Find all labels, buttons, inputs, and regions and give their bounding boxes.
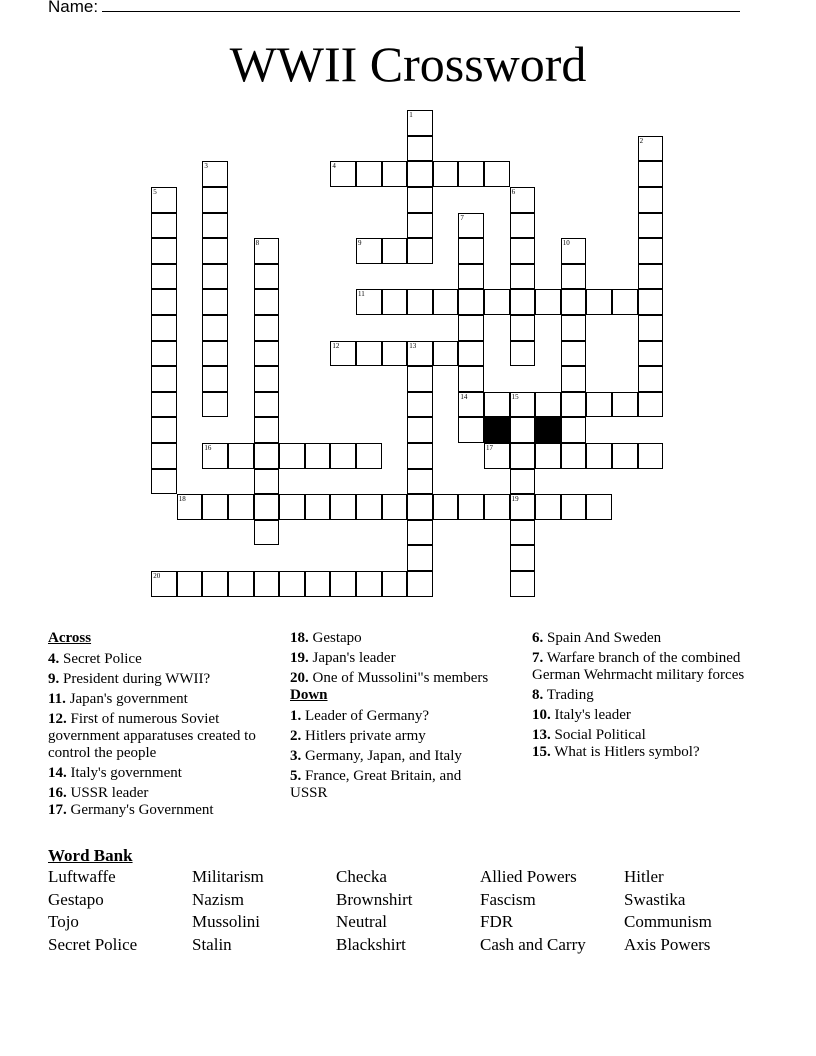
down-clue-15: 15. What is Hitlers symbol? [532, 744, 700, 760]
crossword-cell[interactable] [407, 238, 433, 264]
crossword-cell[interactable] [151, 469, 177, 495]
crossword-cell[interactable] [510, 443, 536, 469]
down-clue-8: 8. Trading [532, 687, 594, 703]
clue-number: 15 [511, 392, 519, 401]
crossword-cell[interactable] [356, 289, 382, 315]
crossword-cell[interactable] [586, 494, 612, 520]
crossword-cell[interactable] [151, 366, 177, 392]
crossword-cell[interactable] [561, 443, 587, 469]
crossword-cell[interactable] [151, 341, 177, 367]
crossword-cell[interactable] [330, 341, 356, 367]
crossword-cell[interactable] [484, 392, 510, 418]
crossword-cell[interactable] [254, 341, 280, 367]
crossword-cell[interactable] [407, 443, 433, 469]
word-bank-item: Allied Powers [480, 867, 577, 886]
clue-number: 16 [204, 444, 212, 452]
crossword-cell[interactable] [407, 289, 433, 315]
crossword-cell[interactable] [586, 289, 612, 315]
crossword-cell[interactable] [407, 571, 433, 597]
crossword-cell[interactable] [458, 289, 484, 315]
crossword-cell[interactable] [330, 494, 356, 520]
crossword-cell[interactable] [407, 520, 433, 546]
crossword-cell[interactable] [202, 289, 228, 315]
crossword-cell[interactable] [510, 315, 536, 341]
across-clue-14: 14. Italy's government [48, 765, 182, 781]
crossword-cell[interactable] [151, 264, 177, 290]
across-clue-20: 20. One of Mussolini"s members [290, 670, 489, 686]
crossword-cell[interactable] [330, 161, 356, 187]
crossword-cell[interactable] [458, 494, 484, 520]
crossword-cell[interactable] [561, 315, 587, 341]
crossword-cell[interactable] [382, 341, 408, 367]
crossword-cell[interactable] [356, 443, 382, 469]
crossword-cell[interactable] [356, 238, 382, 264]
clue-number: 18 [178, 495, 186, 504]
crossword-cell[interactable] [510, 545, 536, 571]
crossword-cell[interactable] [458, 315, 484, 341]
crossword-cell[interactable] [305, 494, 331, 520]
word-bank-item: Mussolini [192, 912, 261, 932]
crossword-cell[interactable] [510, 571, 536, 597]
crossword-cell[interactable] [202, 341, 228, 367]
crossword-cell[interactable] [254, 443, 280, 469]
crossword-cell[interactable] [510, 213, 536, 239]
crossword-cell[interactable] [151, 392, 177, 418]
word-bank-item: Neutral [336, 912, 387, 932]
crossword-cell[interactable] [254, 469, 280, 495]
crossword-cell[interactable] [330, 571, 356, 597]
crossword-cell[interactable] [638, 264, 664, 290]
crossword-cell[interactable] [382, 238, 408, 264]
down-clue-7: 7. Warfare branch of the combined German Wehrmacht military forces [532, 650, 745, 683]
crossword-cell[interactable] [484, 161, 510, 187]
crossword-cell[interactable] [458, 238, 484, 264]
crossword-cell[interactable] [202, 392, 228, 418]
crossword-cell[interactable] [638, 136, 664, 162]
word-bank-item: Brownshirt [336, 889, 413, 909]
crossword-cell[interactable] [433, 161, 459, 187]
crossword-cell[interactable] [510, 238, 536, 264]
crossword-cell[interactable] [151, 443, 177, 469]
crossword-cell[interactable] [177, 571, 203, 597]
crossword-cell[interactable] [151, 417, 177, 443]
crossword-cell[interactable] [561, 366, 587, 392]
crossword-cell[interactable] [535, 289, 561, 315]
crossword-cell[interactable] [228, 494, 254, 520]
crossword-cell[interactable] [407, 494, 433, 520]
crossword-cell[interactable] [330, 443, 356, 469]
crossword-cell[interactable] [382, 161, 408, 187]
crossword-cell[interactable] [612, 392, 638, 418]
clue-number: 9 [358, 239, 362, 248]
crossword-cell[interactable] [151, 213, 177, 239]
crossword-cell[interactable] [151, 315, 177, 341]
crossword-cell[interactable] [510, 392, 536, 418]
clue-number: 6 [511, 188, 516, 196]
crossword-cell[interactable] [254, 315, 280, 341]
crossword-cell[interactable] [510, 494, 536, 520]
crossword-cell[interactable] [586, 443, 612, 469]
crossword-black-cell [484, 417, 510, 443]
crossword-cell[interactable] [638, 289, 664, 315]
crossword-cell[interactable] [407, 469, 433, 495]
crossword-cell[interactable] [484, 443, 510, 469]
crossword-cell[interactable] [638, 213, 664, 239]
down-heading: Down [290, 687, 328, 703]
crossword-cell[interactable] [510, 187, 536, 213]
crossword-cell[interactable] [535, 494, 561, 520]
crossword-cell[interactable] [177, 494, 203, 520]
crossword-cell[interactable] [638, 443, 664, 469]
crossword-cell[interactable] [561, 264, 587, 290]
crossword-cell[interactable] [407, 392, 433, 418]
crossword-cell[interactable] [612, 443, 638, 469]
crossword-cell[interactable] [458, 264, 484, 290]
crossword-cell[interactable] [407, 417, 433, 443]
crossword-cell[interactable] [202, 187, 228, 213]
crossword-cell[interactable] [407, 110, 433, 136]
crossword-cell[interactable] [254, 264, 280, 290]
crossword-cell[interactable] [407, 366, 433, 392]
crossword-cell[interactable] [458, 392, 484, 418]
crossword-cell[interactable] [510, 520, 536, 546]
clue-number: 17 [486, 444, 493, 452]
crossword-cell[interactable] [586, 392, 612, 418]
crossword-cell[interactable] [382, 571, 408, 597]
crossword-cell[interactable] [202, 264, 228, 290]
crossword-cell[interactable] [638, 341, 664, 367]
crossword-cell[interactable] [638, 187, 664, 213]
crossword-cell[interactable] [356, 341, 382, 367]
word-bank-title: Word Bank [48, 846, 133, 865]
crossword-cell[interactable] [202, 315, 228, 341]
word-bank-item: Gestapo [48, 889, 104, 909]
word-bank-item: Luftwaffe [48, 867, 116, 886]
clue-number: 10 [562, 239, 570, 248]
crossword-cell[interactable] [561, 392, 587, 418]
clue-number: 4 [332, 162, 336, 171]
across-clue-12: 12. First of numerous Soviet government apparatuses created to control the people [48, 711, 256, 761]
crossword-cell[interactable] [458, 213, 484, 239]
crossword-cell[interactable] [382, 289, 408, 315]
crossword-cell[interactable] [305, 571, 331, 597]
across-clue-11: 11. Japan's government [48, 691, 188, 707]
word-bank-item: Blackshirt [336, 934, 406, 954]
crossword-cell[interactable] [433, 494, 459, 520]
crossword-cell[interactable] [510, 417, 536, 443]
crossword-cell[interactable] [151, 571, 177, 597]
down-clue-13: 13. Social Political [532, 727, 646, 743]
word-bank [48, 868, 768, 954]
crossword-cell[interactable] [407, 213, 433, 239]
clue-number: 12 [332, 341, 340, 350]
crossword-cell[interactable] [254, 366, 280, 392]
crossword-cell[interactable] [407, 545, 433, 571]
crossword-cell[interactable] [356, 161, 382, 187]
crossword-cell[interactable] [254, 571, 280, 597]
crossword-cell[interactable] [254, 238, 280, 264]
clue-number: 13 [409, 341, 417, 350]
word-bank-item: Nazism [192, 889, 244, 909]
across-clue-16: 16. USSR leader [48, 785, 149, 801]
crossword-cell[interactable] [458, 366, 484, 392]
crossword-cell[interactable] [458, 341, 484, 367]
crossword-cell[interactable] [433, 289, 459, 315]
crossword-cell[interactable] [561, 289, 587, 315]
crossword-cell[interactable] [433, 341, 459, 367]
crossword-cell[interactable] [638, 161, 664, 187]
crossword-cell[interactable] [254, 520, 280, 546]
across-clue-17: 17. Germany's Government [48, 802, 214, 818]
crossword-cell[interactable] [638, 366, 664, 392]
clues-column-3 [532, 630, 752, 764]
crossword-cell[interactable] [202, 571, 228, 597]
crossword-cell[interactable] [305, 443, 331, 469]
word-bank-item: Checka [336, 867, 387, 886]
crossword-cell[interactable] [254, 417, 280, 443]
crossword-cell[interactable] [254, 392, 280, 418]
crossword-cell[interactable] [151, 289, 177, 315]
crossword-cell[interactable] [407, 187, 433, 213]
word-bank-item: Communism [624, 912, 712, 932]
clue-number: 20 [153, 572, 161, 580]
crossword-cell[interactable] [202, 161, 228, 187]
name-label: Name: [48, 0, 99, 16]
crossword-cell[interactable] [382, 494, 408, 520]
clue-number: 5 [153, 188, 157, 196]
across-clue-9: 9. President during WWII? [48, 671, 211, 687]
clue-number: 1 [409, 111, 413, 120]
word-bank-item: Fascism [480, 889, 536, 909]
crossword-cell[interactable] [484, 289, 510, 315]
crossword-black-cell [535, 417, 561, 443]
page-title: WWII Crossword [229, 36, 587, 92]
across-clue-4: 4. Secret Police [48, 651, 142, 667]
clue-number: 8 [255, 239, 260, 248]
crossword-cell[interactable] [535, 443, 561, 469]
crossword-cell[interactable] [612, 289, 638, 315]
word-bank-item: Stalin [192, 934, 232, 954]
clues-column-1 [48, 630, 276, 822]
crossword-cell[interactable] [407, 341, 433, 367]
crossword-cell[interactable] [228, 443, 254, 469]
down-clue-2: 2. Hitlers private army [290, 728, 426, 744]
word-bank-item: Cash and Carry [480, 934, 586, 954]
down-clue-6: 6. Spain And Sweden [532, 630, 662, 646]
crossword-cell[interactable] [407, 136, 433, 162]
crossword-cell[interactable] [151, 187, 177, 213]
word-bank-item: Axis Powers [624, 934, 711, 954]
word-bank-item: Tojo [48, 912, 79, 932]
clues-column-2 [290, 630, 490, 805]
crossword-cell[interactable] [407, 161, 433, 187]
crossword-cell[interactable] [202, 494, 228, 520]
crossword-cell[interactable] [561, 341, 587, 367]
crossword-cell[interactable] [202, 443, 228, 469]
crossword-cell[interactable] [279, 443, 305, 469]
word-bank-item: Secret Police [48, 934, 138, 954]
crossword-cell[interactable] [510, 469, 536, 495]
crossword-cell[interactable] [638, 392, 664, 418]
down-clue-10: 10. Italy's leader [532, 707, 631, 723]
crossword-cell[interactable] [638, 315, 664, 341]
crossword-cell[interactable] [228, 571, 254, 597]
crossword-cell[interactable] [356, 571, 382, 597]
crossword-cell[interactable] [279, 494, 305, 520]
crossword-cell[interactable] [638, 238, 664, 264]
clue-number: 14 [460, 392, 468, 401]
crossword-cell[interactable] [279, 571, 305, 597]
crossword-cell[interactable] [202, 366, 228, 392]
clue-number: 19 [511, 495, 519, 504]
clue-number: 7 [460, 213, 464, 222]
down-clue-5: 5. France, Great Britain, and USSR [290, 768, 462, 801]
crossword-cell[interactable] [561, 417, 587, 443]
crossword-cell[interactable] [561, 238, 587, 264]
crossword-cell[interactable] [151, 238, 177, 264]
crossword-cell[interactable] [535, 392, 561, 418]
crossword-cell[interactable] [356, 494, 382, 520]
clue-number: 11 [358, 290, 365, 299]
across-clue-19: 19. Japan's leader [290, 650, 396, 666]
down-clue-1: 1. Leader of Germany? [290, 708, 430, 724]
crossword-cell[interactable] [202, 213, 228, 239]
crossword-cell[interactable] [510, 289, 536, 315]
word-bank-item: Swastika [624, 889, 686, 909]
crossword-cell[interactable] [458, 161, 484, 187]
clue-number: 3 [204, 162, 208, 171]
crossword-cell[interactable] [458, 417, 484, 443]
word-bank-item: FDR [480, 912, 514, 932]
crossword-cell[interactable] [561, 494, 587, 520]
crossword-cell[interactable] [254, 289, 280, 315]
word-bank-item: Hitler [624, 867, 664, 886]
crossword-cell[interactable] [510, 264, 536, 290]
crossword-cell[interactable] [510, 341, 536, 367]
across-heading: Across [48, 630, 92, 646]
crossword-cell[interactable] [484, 494, 510, 520]
word-bank-item: Militarism [192, 867, 264, 886]
crossword-cell[interactable] [254, 494, 280, 520]
across-clue-18: 18. Gestapo [290, 630, 362, 646]
down-clue-3: 3. Germany, Japan, and Italy [290, 748, 462, 764]
crossword-cell[interactable] [202, 238, 228, 264]
clue-number: 2 [639, 136, 644, 145]
